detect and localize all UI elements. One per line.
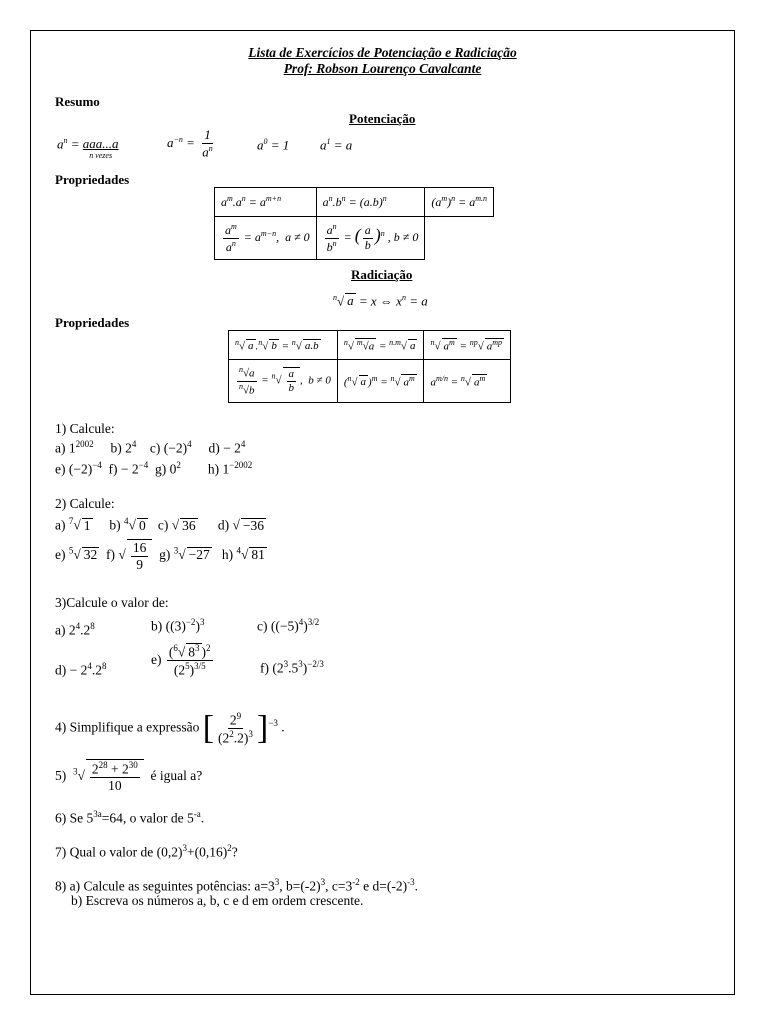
radiciacao-title: Radiciação <box>351 267 413 282</box>
resumo-label: Resumo <box>55 94 100 109</box>
exercise-6: 6) Se $5^{3a}=64$, o valor de $5^{-a}$. <box>55 809 205 826</box>
exercise-4-title: 4) Simplifique a expressão <box>55 719 200 735</box>
exercise-1-title: 1) Calcule: <box>55 421 115 436</box>
exercise-1-line-2: e) $(-2)^{-4}$ $f) - 2^{-4}$ g) $0^2$ h) $1^{-2002}$ <box>55 460 253 477</box>
worksheet-title: Lista de Exercícios de Potenciação e Radiciação <box>248 45 517 60</box>
worksheet-page <box>30 30 735 995</box>
propriedades-label: Propriedades <box>55 172 130 187</box>
definition-negative-exponent: $a^{-n}$ = $\frac{1}{a^n}$ <box>167 127 213 160</box>
exercise-8-line-a: 8) a) Calcule as seguintes potências: $a=3^3$, $b=(-2)^3$, $c=3^{-2}$ e $d=(-2)^{-3}$. <box>55 877 418 894</box>
n-vezes-note: n vezes <box>89 151 113 160</box>
exercise-5: 5) $^3$√ $\frac{2^{28} + 2^{30}}{10}$ é igual a? <box>55 760 203 794</box>
root-properties-table: $^n$√ a .$^n$√ b = $^n$√ a.b $^n$√ $^m$√a = $^{n.m}$√ a $^n$√ $a^m = ^{np}√$ $a^{mp}$ $\frac{^n√a}{^n√b}$ = $^n$√ $\frac{a}{b}$ , b ≠ 0 ($^n$√ a )$^m$ = $^n$√ $a^m$ $a^{m/n} = ^n√$ $a^m$ <box>228 330 511 403</box>
propriedades-label-2: Propriedades <box>55 315 130 330</box>
exercise-3-item-b: b) $((3)^{-2})^3$ <box>151 617 205 634</box>
exercise-7: 7) Qual o valor de $(0,2)^3+(0,16)^2$? <box>55 843 238 860</box>
exercise-1-line-1: a) $1^{2002}$ b) $2^4$ c) $(-2)^4$ $d) - 2^4$ <box>55 439 246 456</box>
exercise-3-title: 3)Calcule o valor de: <box>55 595 169 610</box>
exercise-2-line-1: a) $^7$√ 1 b) $^4$√ 0 c) √ 36 d) √ −36 <box>55 516 265 533</box>
potenciacao-title: Potenciação <box>349 111 416 126</box>
power-properties-table: $a^m.a^n = a^{m+n}$ $a^n.b^n = (a.b)^n$ $(a^m)^n = a^{m.n}$ $\frac{a^m}{a^n}$ = $a^{m-n}$, a ≠ 0 $\frac{a^n}{b^n}$ = ( $\frac{a}{b}$ )$^n$ , b ≠ 0 <box>214 187 494 260</box>
exercise-4: 4) Simplifique a expressão [ $\frac{2^9}{(2^2.2)^3}$ ]$^{-3}$ . <box>55 709 285 747</box>
exercise-3-item-d: $d) - 2^4.2^8$ <box>55 661 107 678</box>
exercise-3-item-e: e) $\frac{(^6√ 8^3 )^2}{(2^5)^{3/5}}$ <box>151 643 211 678</box>
exercise-2-line-2: e) $^5$√ 32 f) √ $\frac{16}{9}$ g) $^3$√ −27 h) $^4$√ 81 <box>55 540 265 572</box>
definition-zero-exponent: $a^0 = 1$ <box>257 137 290 153</box>
root-definition: $^n$√ a = x ⇔ $x^n = a$ <box>333 293 428 309</box>
exercise-8-line-b: b) Escreva os números a, b, c e d em ordem crescente. <box>71 893 364 908</box>
definition-aaa: $a^n = aaa...a$ n vezes <box>57 136 119 160</box>
definition-one-exponent: $a^1 = a$ <box>320 137 353 153</box>
exercise-3-item-a: a) $2^4.2^8$ <box>55 621 95 638</box>
worksheet-author: Prof: Robson Lourenço Cavalcante <box>283 61 482 76</box>
exercise-5-suffix: é igual a? <box>150 767 203 783</box>
exercise-3-item-c: c) $((-5)^4)^{3/2}$ <box>257 617 320 634</box>
exercise-2-title: 2) Calcule: <box>55 496 115 511</box>
exercise-3-item-f: f) $(2^3.5^3)^{-2/3}$ <box>260 659 324 676</box>
